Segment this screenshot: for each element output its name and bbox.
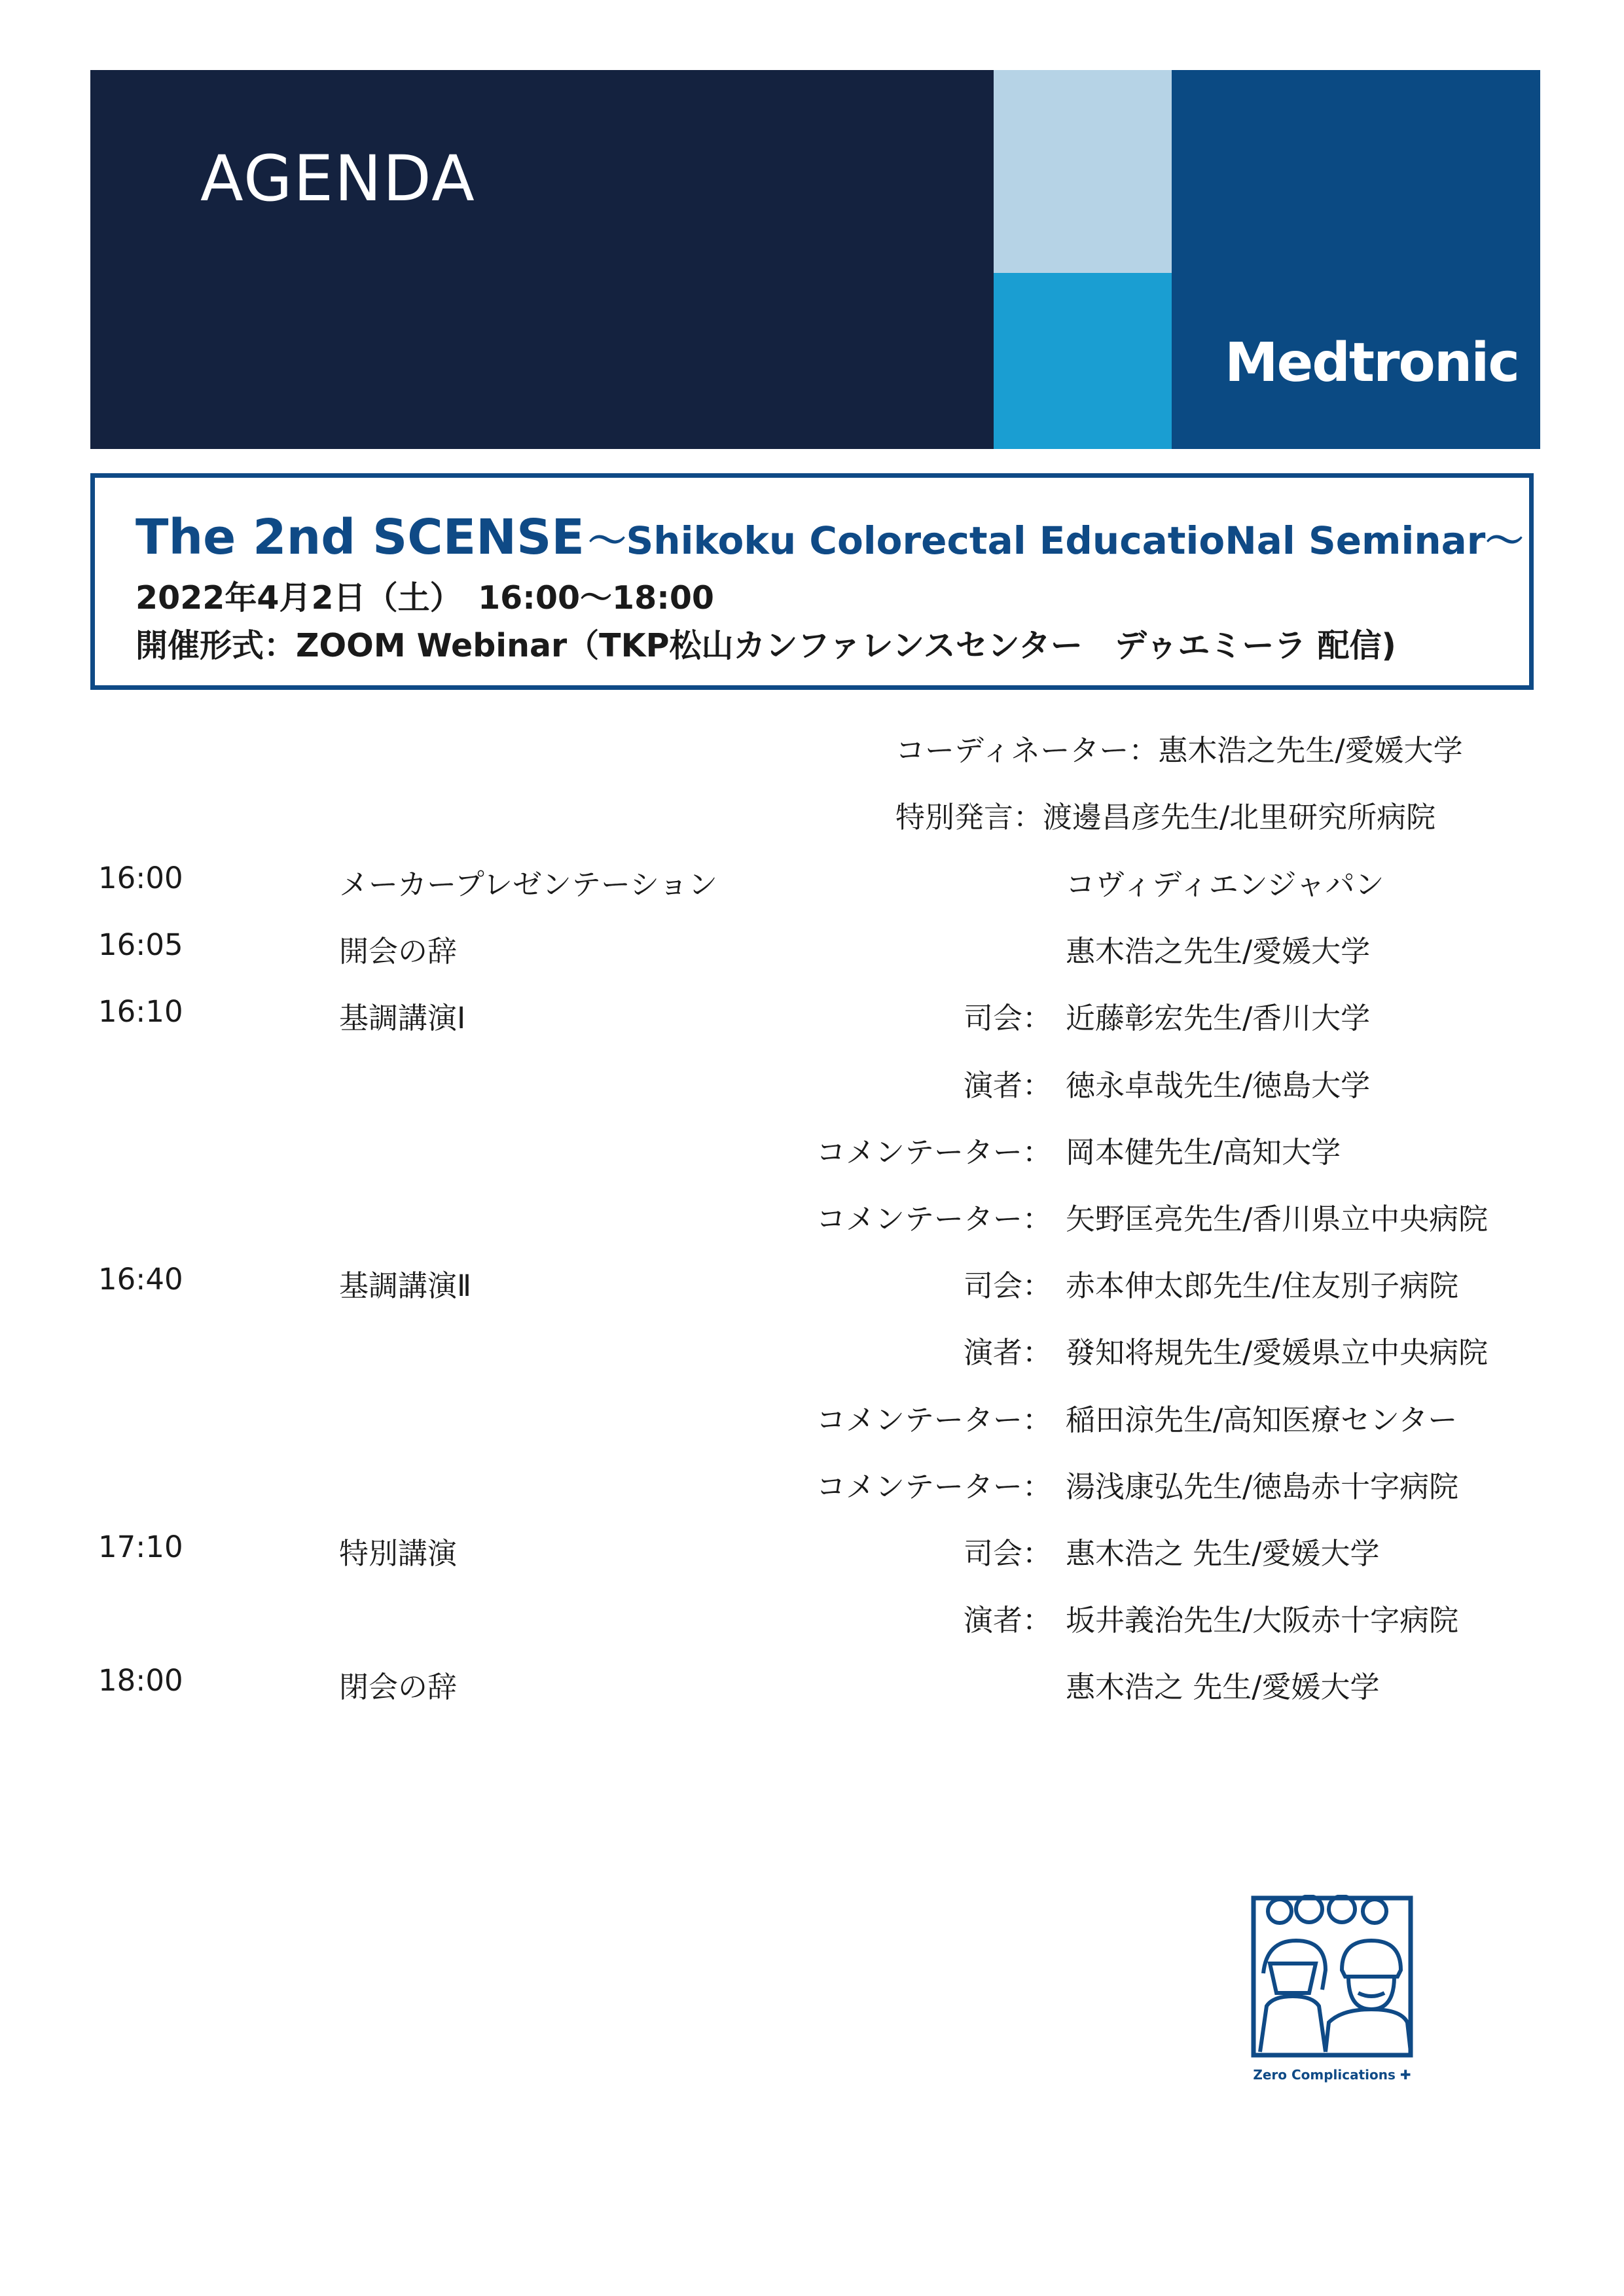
schedule-role: 司会： [963, 1001, 1052, 1036]
schedule-role: 演者： [963, 1335, 1052, 1371]
schedule-name: 赤本伸太郎先生/住友別子病院 [1066, 1268, 1459, 1304]
schedule-item: メーカープレゼンテーション [339, 867, 718, 902]
schedule-name: 坂井義治先生/大阪赤十字病院 [1066, 1603, 1459, 1638]
schedule-name: 發知将規先生/愛媛県立中央病院 [1066, 1335, 1489, 1371]
schedule-role: コメンテーター： [816, 1202, 1052, 1236]
schedule-row [0, 1195, 1624, 1241]
surgeons-icon [1250, 1895, 1414, 2058]
schedule-name: 近藤彰宏先生/香川大学 [1066, 1001, 1371, 1036]
banner-cyan-block [994, 273, 1172, 449]
medtronic-logo: Medtronic [1225, 332, 1519, 394]
event-title-sub: ～Shikoku Colorectal EducatioNal Seminar～ [588, 518, 1524, 563]
schedule-row [0, 1262, 1624, 1308]
schedule-row [0, 994, 1624, 1040]
schedule-row [0, 1128, 1624, 1174]
schedule-role: 演者： [963, 1603, 1052, 1638]
zero-complications-label: Zero Complications [1253, 2067, 1396, 2083]
schedule-role: コメンテーター： [816, 1402, 1052, 1437]
schedule-name: 矢野匡亮先生/香川県立中央病院 [1066, 1202, 1489, 1236]
event-format: 開催形式：ZOOM Webinar（TKP松山カンファレンスセンター デゥエミーラ 配信) [135, 627, 1396, 664]
schedule-name: 岡本健先生/高知大学 [1066, 1134, 1341, 1170]
schedule-row [0, 1663, 1624, 1709]
schedule-role: 演者： [963, 1067, 1052, 1103]
schedule-name: 惠木浩之 先生/愛媛大学 [1066, 1670, 1380, 1705]
banner-light-block [994, 70, 1172, 273]
schedule-item: 開会の辞 [339, 934, 458, 969]
schedule-name: 惠木浩之先生/愛媛大学 [1066, 934, 1371, 969]
zero-complications-caption [1247, 2067, 1417, 2083]
schedule-item: 基調講演Ⅰ [339, 1001, 466, 1036]
event-title-box [90, 473, 1534, 690]
schedule-role: 司会： [963, 1536, 1052, 1571]
event-title [135, 509, 1523, 565]
plus-icon: ✚ [1399, 2067, 1411, 2083]
schedule-row [0, 1530, 1624, 1575]
agenda-banner [90, 70, 1540, 449]
schedule-row [0, 1329, 1624, 1374]
schedule-row [0, 861, 1624, 906]
event-title-main: The 2nd SCENSE [135, 509, 585, 565]
schedule-role: コメンテーター： [816, 1134, 1052, 1170]
coordinator-line: コーディネーター：惠木浩之先生/愛媛大学 [895, 733, 1463, 768]
schedule-item: 特別講演 [339, 1536, 458, 1571]
schedule-time: 16:05 [98, 927, 183, 963]
schedule-item: 閉会の辞 [339, 1670, 458, 1705]
schedule-row [0, 927, 1624, 973]
event-date: 2022年4月2日（土） 16:00～18:00 [135, 579, 715, 617]
schedule-row [0, 1596, 1624, 1642]
schedule-name: 徳永卓哉先生/徳島大学 [1066, 1067, 1371, 1103]
schedule-time: 16:00 [98, 861, 183, 895]
special-remarks-line: 特別発言：渡邊昌彦先生/北里研究所病院 [895, 800, 1436, 834]
schedule-row [0, 1396, 1624, 1442]
schedule-name: 湯浅康弘先生/徳島赤十字病院 [1066, 1469, 1459, 1504]
schedule-time: 16:10 [98, 994, 183, 1030]
schedule-time: 18:00 [98, 1663, 183, 1698]
schedule-role: 司会： [963, 1268, 1052, 1304]
schedule-name: コヴィディエンジャパン [1066, 867, 1384, 902]
agenda-heading: AGENDA [200, 142, 476, 215]
schedule-name: 稲田涼先生/高知医療センター [1066, 1402, 1458, 1437]
schedule-row [0, 1062, 1624, 1107]
schedule-role: コメンテーター： [816, 1469, 1052, 1504]
schedule-row [0, 1463, 1624, 1509]
schedule-name: 惠木浩之 先生/愛媛大学 [1066, 1536, 1380, 1571]
schedule-time: 17:10 [98, 1530, 183, 1564]
schedule-item: 基調講演Ⅱ [339, 1268, 472, 1304]
schedule-time: 16:40 [98, 1262, 183, 1297]
